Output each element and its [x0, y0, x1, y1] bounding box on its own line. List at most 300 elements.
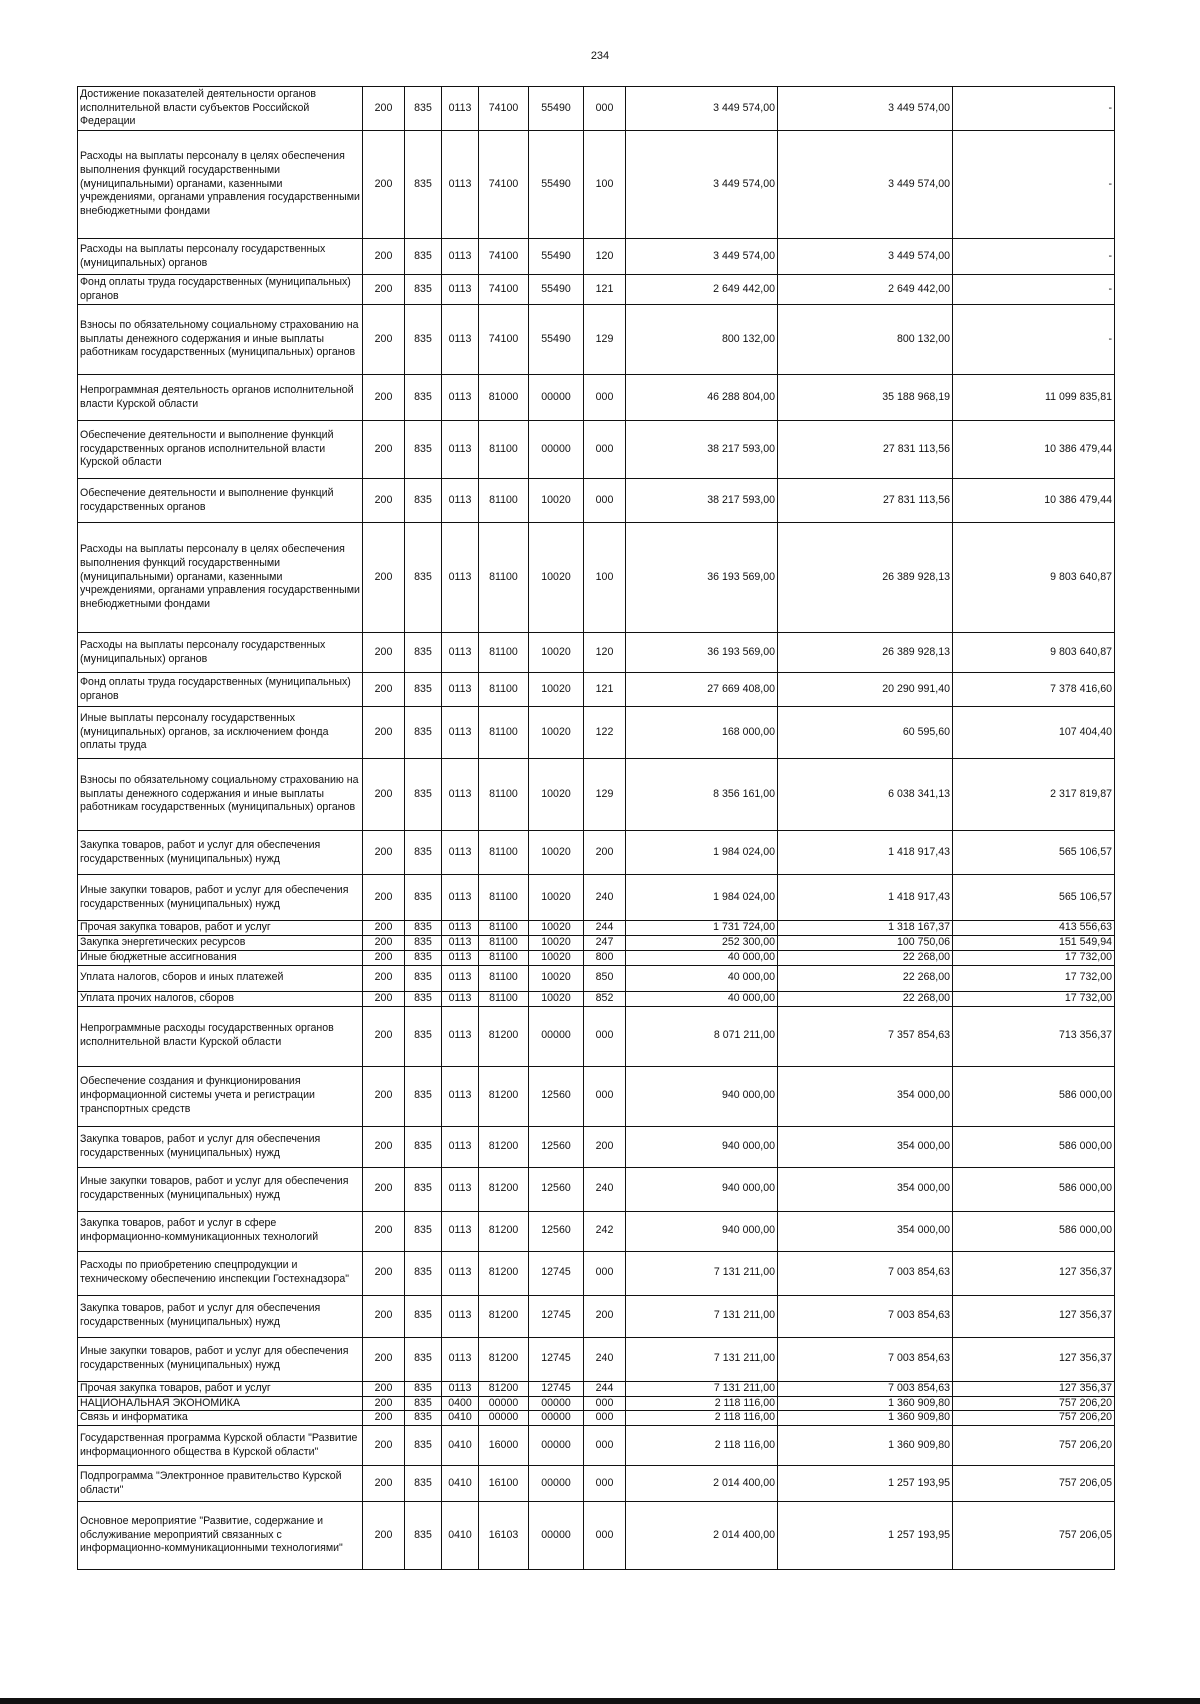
sum-remaining: 127 356,37: [953, 1337, 1115, 1381]
code-direction: 10020: [529, 759, 584, 831]
sum-remaining: 10 386 479,44: [953, 421, 1115, 479]
code-ministry: 200: [363, 1411, 405, 1426]
code-direction: 00000: [529, 1426, 584, 1466]
code-program: 00000: [479, 1411, 529, 1426]
row-name: НАЦИОНАЛЬНАЯ ЭКОНОМИКА: [78, 1396, 363, 1411]
code-section: 0113: [442, 831, 479, 875]
code-program: 81100: [479, 921, 529, 936]
code-direction: 10020: [529, 875, 584, 921]
sum-remaining: 565 106,57: [953, 875, 1115, 921]
sum-approved: 800 132,00: [626, 305, 778, 375]
code-ministry: 200: [363, 305, 405, 375]
code-ministry: 200: [363, 950, 405, 965]
code-expense-type: 200: [584, 1295, 626, 1337]
code-program: 81100: [479, 950, 529, 965]
table-row: [78, 707, 1115, 759]
sum-remaining: 757 206,20: [953, 1411, 1115, 1426]
code-program: 81200: [479, 1211, 529, 1251]
code-ministry: 200: [363, 1426, 405, 1466]
sum-remaining: 586 000,00: [953, 1066, 1115, 1126]
code-program: 00000: [479, 1396, 529, 1411]
code-ministry: 200: [363, 936, 405, 951]
sum-approved: 940 000,00: [626, 1126, 778, 1167]
table-row: [78, 305, 1115, 375]
table-row: [78, 991, 1115, 1006]
row-name: Взносы по обязательному социальному страхованию на выплаты денежного содержания и иные выплаты работникам государственных (муниципальных) органов: [78, 305, 363, 375]
sum-executed: 354 000,00: [778, 1066, 953, 1126]
code-direction: 12745: [529, 1295, 584, 1337]
code-direction: 55490: [529, 239, 584, 275]
code-direction: 10020: [529, 707, 584, 759]
table-row: [78, 1396, 1115, 1411]
code-ministry: 200: [363, 633, 405, 673]
code-section: 0113: [442, 950, 479, 965]
code-program: 81200: [479, 1251, 529, 1295]
sum-approved: 38 217 593,00: [626, 479, 778, 523]
code-ministry: 200: [363, 1295, 405, 1337]
sum-approved: 40 000,00: [626, 991, 778, 1006]
code-program: 81100: [479, 991, 529, 1006]
code-department: 835: [405, 1466, 442, 1502]
code-program: 16103: [479, 1502, 529, 1570]
code-section: 0113: [442, 1381, 479, 1396]
code-ministry: 200: [363, 759, 405, 831]
sum-executed: 26 389 928,13: [778, 523, 953, 633]
code-program: 74100: [479, 275, 529, 305]
code-department: 835: [405, 1167, 442, 1211]
code-direction: 10020: [529, 523, 584, 633]
budget-table: [77, 86, 1115, 1570]
row-name: Взносы по обязательному социальному страхованию на выплаты денежного содержания и иные выплаты работникам государственных (муниципальных) органов: [78, 759, 363, 831]
code-department: 835: [405, 936, 442, 951]
sum-approved: 36 193 569,00: [626, 523, 778, 633]
code-department: 835: [405, 1381, 442, 1396]
code-department: 835: [405, 759, 442, 831]
table-row: [78, 875, 1115, 921]
code-direction: 10020: [529, 633, 584, 673]
code-section: 0113: [442, 1251, 479, 1295]
row-name: Обеспечение деятельности и выполнение функций государственных органов: [78, 479, 363, 523]
sum-approved: 2 118 116,00: [626, 1396, 778, 1411]
code-ministry: 200: [363, 275, 405, 305]
table-row: [78, 936, 1115, 951]
code-program: 81200: [479, 1337, 529, 1381]
code-direction: 00000: [529, 1396, 584, 1411]
table-row: [78, 1381, 1115, 1396]
sum-executed: 22 268,00: [778, 950, 953, 965]
code-direction: 12745: [529, 1337, 584, 1381]
code-department: 835: [405, 1251, 442, 1295]
code-section: 0113: [442, 275, 479, 305]
sum-remaining: 757 206,20: [953, 1426, 1115, 1466]
code-ministry: 200: [363, 1251, 405, 1295]
sum-executed: 1 360 909,80: [778, 1396, 953, 1411]
code-department: 835: [405, 523, 442, 633]
row-name: Закупка товаров, работ и услуг для обеспечения государственных (муниципальных) нужд: [78, 831, 363, 875]
code-expense-type: 000: [584, 1466, 626, 1502]
code-department: 835: [405, 921, 442, 936]
sum-approved: 40 000,00: [626, 950, 778, 965]
code-expense-type: 240: [584, 1167, 626, 1211]
row-name: Подпрограмма "Электронное правительство Курской области": [78, 1466, 363, 1502]
code-program: 81100: [479, 875, 529, 921]
code-expense-type: 000: [584, 1006, 626, 1066]
sum-approved: 940 000,00: [626, 1211, 778, 1251]
code-section: 0113: [442, 707, 479, 759]
sum-executed: 354 000,00: [778, 1211, 953, 1251]
code-ministry: 200: [363, 1126, 405, 1167]
sum-approved: 7 131 211,00: [626, 1295, 778, 1337]
code-ministry: 200: [363, 707, 405, 759]
sum-executed: 354 000,00: [778, 1126, 953, 1167]
code-section: 0113: [442, 936, 479, 951]
code-program: 81200: [479, 1006, 529, 1066]
code-department: 835: [405, 633, 442, 673]
table-row: [78, 1411, 1115, 1426]
bottom-border-strip: [0, 1698, 1200, 1704]
table-row: [78, 965, 1115, 991]
code-section: 0113: [442, 479, 479, 523]
sum-approved: 27 669 408,00: [626, 673, 778, 707]
code-expense-type: 120: [584, 633, 626, 673]
code-expense-type: 129: [584, 305, 626, 375]
sum-executed: 7 003 854,63: [778, 1381, 953, 1396]
code-program: 81200: [479, 1295, 529, 1337]
row-name: Иные выплаты персоналу государственных (муниципальных) органов, за исключением фонда оплаты труда: [78, 707, 363, 759]
code-department: 835: [405, 1126, 442, 1167]
code-section: 0410: [442, 1426, 479, 1466]
code-section: 0113: [442, 921, 479, 936]
sum-approved: 8 071 211,00: [626, 1006, 778, 1066]
code-section: 0113: [442, 759, 479, 831]
table-row: [78, 87, 1115, 131]
code-section: 0410: [442, 1411, 479, 1426]
code-program: 16000: [479, 1426, 529, 1466]
code-direction: 12745: [529, 1251, 584, 1295]
row-name: Достижение показателей деятельности органов исполнительной власти субъектов Российской Федерации: [78, 87, 363, 131]
table-row: [78, 1126, 1115, 1167]
sum-executed: 1 360 909,80: [778, 1426, 953, 1466]
code-program: 74100: [479, 305, 529, 375]
code-expense-type: 200: [584, 831, 626, 875]
sum-remaining: 127 356,37: [953, 1251, 1115, 1295]
code-section: 0113: [442, 523, 479, 633]
code-section: 0113: [442, 1126, 479, 1167]
code-expense-type: 129: [584, 759, 626, 831]
code-direction: 12560: [529, 1167, 584, 1211]
sum-approved: 168 000,00: [626, 707, 778, 759]
row-name: Фонд оплаты труда государственных (муниципальных) органов: [78, 275, 363, 305]
code-department: 835: [405, 1426, 442, 1466]
code-direction: 55490: [529, 275, 584, 305]
code-section: 0113: [442, 375, 479, 421]
row-name: Расходы на выплаты персоналу в целях обеспечения выполнения функций государственными (муниципальными) органами, казенными учреждениями, органами управления государственными внебюджетными фондами: [78, 523, 363, 633]
code-department: 835: [405, 875, 442, 921]
row-name: Иные закупки товаров, работ и услуг для обеспечения государственных (муниципальных) нужд: [78, 1337, 363, 1381]
sum-approved: 3 449 574,00: [626, 239, 778, 275]
sum-remaining: 7 378 416,60: [953, 673, 1115, 707]
code-ministry: 200: [363, 1167, 405, 1211]
table-row: [78, 1337, 1115, 1381]
sum-remaining: -: [953, 131, 1115, 239]
row-name: Закупка энергетических ресурсов: [78, 936, 363, 951]
code-department: 835: [405, 275, 442, 305]
code-expense-type: 244: [584, 1381, 626, 1396]
code-program: 74100: [479, 87, 529, 131]
row-name: Уплата прочих налогов, сборов: [78, 991, 363, 1006]
code-department: 835: [405, 1396, 442, 1411]
code-expense-type: 000: [584, 1066, 626, 1126]
code-direction: 00000: [529, 421, 584, 479]
sum-executed: 27 831 113,56: [778, 479, 953, 523]
code-program: 81100: [479, 759, 529, 831]
code-program: 81100: [479, 936, 529, 951]
sum-approved: 40 000,00: [626, 965, 778, 991]
code-section: 0113: [442, 991, 479, 1006]
code-direction: 00000: [529, 1006, 584, 1066]
code-section: 0113: [442, 1167, 479, 1211]
table-row: [78, 1066, 1115, 1126]
code-program: 81100: [479, 633, 529, 673]
sum-remaining: 565 106,57: [953, 831, 1115, 875]
code-section: 0113: [442, 965, 479, 991]
table-row: [78, 1466, 1115, 1502]
row-name: Основное мероприятие "Развитие, содержание и обслуживание мероприятий связанных с информационно-коммуникационными технологиями": [78, 1502, 363, 1570]
code-direction: 12560: [529, 1066, 584, 1126]
row-name: Закупка товаров, работ и услуг в сфере информационно-коммуникационных технологий: [78, 1211, 363, 1251]
code-expense-type: 247: [584, 936, 626, 951]
code-section: 0113: [442, 1211, 479, 1251]
sum-executed: 354 000,00: [778, 1167, 953, 1211]
sum-approved: 2 649 442,00: [626, 275, 778, 305]
code-program: 16100: [479, 1466, 529, 1502]
code-direction: 10020: [529, 673, 584, 707]
code-direction: 00000: [529, 1502, 584, 1570]
code-department: 835: [405, 965, 442, 991]
sum-executed: 3 449 574,00: [778, 131, 953, 239]
code-direction: 10020: [529, 991, 584, 1006]
code-expense-type: 121: [584, 275, 626, 305]
code-expense-type: 000: [584, 421, 626, 479]
sum-executed: 60 595,60: [778, 707, 953, 759]
sum-approved: 2 014 400,00: [626, 1502, 778, 1570]
sum-executed: 22 268,00: [778, 965, 953, 991]
code-direction: 00000: [529, 1411, 584, 1426]
table-row: [78, 1426, 1115, 1466]
code-expense-type: 852: [584, 991, 626, 1006]
code-department: 835: [405, 479, 442, 523]
code-expense-type: 100: [584, 131, 626, 239]
code-section: 0113: [442, 1006, 479, 1066]
row-name: Расходы по приобретению спецпродукции и техническому обеспечению инспекции Гостехнадзора": [78, 1251, 363, 1295]
code-direction: 12560: [529, 1211, 584, 1251]
code-ministry: 200: [363, 87, 405, 131]
sum-remaining: 17 732,00: [953, 965, 1115, 991]
sum-approved: 36 193 569,00: [626, 633, 778, 673]
row-name: Прочая закупка товаров, работ и услуг: [78, 921, 363, 936]
code-ministry: 200: [363, 479, 405, 523]
code-direction: 10020: [529, 479, 584, 523]
sum-remaining: 10 386 479,44: [953, 479, 1115, 523]
table-row: [78, 831, 1115, 875]
row-name: Прочая закупка товаров, работ и услуг: [78, 1381, 363, 1396]
sum-remaining: 713 356,37: [953, 1006, 1115, 1066]
table-row: [78, 759, 1115, 831]
sum-executed: 100 750,06: [778, 936, 953, 951]
code-department: 835: [405, 673, 442, 707]
sum-executed: 22 268,00: [778, 991, 953, 1006]
code-ministry: 200: [363, 421, 405, 479]
sum-remaining: 9 803 640,87: [953, 523, 1115, 633]
code-program: 81100: [479, 831, 529, 875]
table-row: [78, 131, 1115, 239]
sum-approved: 940 000,00: [626, 1167, 778, 1211]
row-name: Закупка товаров, работ и услуг для обеспечения государственных (муниципальных) нужд: [78, 1295, 363, 1337]
code-ministry: 200: [363, 1211, 405, 1251]
sum-approved: 2 118 116,00: [626, 1411, 778, 1426]
code-expense-type: 000: [584, 1502, 626, 1570]
code-program: 81100: [479, 707, 529, 759]
code-expense-type: 000: [584, 1396, 626, 1411]
row-name: Связь и информатика: [78, 1411, 363, 1426]
sum-executed: 7 357 854,63: [778, 1006, 953, 1066]
code-ministry: 200: [363, 673, 405, 707]
code-section: 0113: [442, 131, 479, 239]
table-row: [78, 673, 1115, 707]
row-name: Иные закупки товаров, работ и услуг для обеспечения государственных (муниципальных) нужд: [78, 875, 363, 921]
code-direction: 10020: [529, 965, 584, 991]
code-expense-type: 000: [584, 1411, 626, 1426]
code-department: 835: [405, 1411, 442, 1426]
code-department: 835: [405, 1502, 442, 1570]
code-expense-type: 240: [584, 1337, 626, 1381]
table-row: [78, 523, 1115, 633]
code-direction: 12745: [529, 1381, 584, 1396]
code-ministry: 200: [363, 991, 405, 1006]
sum-executed: 1 418 917,43: [778, 831, 953, 875]
code-section: 0113: [442, 633, 479, 673]
code-expense-type: 122: [584, 707, 626, 759]
row-name: Непрограммные расходы государственных органов исполнительной власти Курской области: [78, 1006, 363, 1066]
code-ministry: 200: [363, 921, 405, 936]
code-direction: 12560: [529, 1126, 584, 1167]
sum-approved: 46 288 804,00: [626, 375, 778, 421]
code-section: 0113: [442, 1295, 479, 1337]
row-name: Непрограммная деятельность органов исполнительной власти Курской области: [78, 375, 363, 421]
sum-approved: 2 118 116,00: [626, 1426, 778, 1466]
sum-executed: 26 389 928,13: [778, 633, 953, 673]
code-ministry: 200: [363, 1381, 405, 1396]
table-row: [78, 921, 1115, 936]
code-direction: 55490: [529, 87, 584, 131]
code-ministry: 200: [363, 1006, 405, 1066]
code-ministry: 200: [363, 1396, 405, 1411]
sum-remaining: 757 206,20: [953, 1396, 1115, 1411]
table-row: [78, 1211, 1115, 1251]
sum-remaining: -: [953, 87, 1115, 131]
sum-approved: 3 449 574,00: [626, 87, 778, 131]
code-department: 835: [405, 305, 442, 375]
code-section: 0113: [442, 875, 479, 921]
sum-remaining: -: [953, 239, 1115, 275]
sum-executed: 2 649 442,00: [778, 275, 953, 305]
sum-remaining: 127 356,37: [953, 1295, 1115, 1337]
sum-executed: 1 418 917,43: [778, 875, 953, 921]
code-ministry: 200: [363, 1502, 405, 1570]
table-row: [78, 1167, 1115, 1211]
code-section: 0400: [442, 1396, 479, 1411]
code-section: 0113: [442, 673, 479, 707]
sum-executed: 1 318 167,37: [778, 921, 953, 936]
code-department: 835: [405, 1295, 442, 1337]
code-department: 835: [405, 239, 442, 275]
code-expense-type: 800: [584, 950, 626, 965]
code-expense-type: 121: [584, 673, 626, 707]
sum-executed: 1 360 909,80: [778, 1411, 953, 1426]
code-program: 81100: [479, 673, 529, 707]
code-ministry: 200: [363, 239, 405, 275]
sum-approved: 1 731 724,00: [626, 921, 778, 936]
code-department: 835: [405, 991, 442, 1006]
code-section: 0113: [442, 1337, 479, 1381]
sum-remaining: 127 356,37: [953, 1381, 1115, 1396]
code-ministry: 200: [363, 523, 405, 633]
table-row: [78, 633, 1115, 673]
code-expense-type: 244: [584, 921, 626, 936]
code-section: 0113: [442, 1066, 479, 1126]
sum-remaining: 2 317 819,87: [953, 759, 1115, 831]
code-direction: 10020: [529, 831, 584, 875]
code-program: 81200: [479, 1066, 529, 1126]
code-expense-type: 000: [584, 1426, 626, 1466]
code-program: 81100: [479, 523, 529, 633]
sum-approved: 1 984 024,00: [626, 875, 778, 921]
table-row: [78, 375, 1115, 421]
row-name: Обеспечение деятельности и выполнение функций государственных органов исполнительной власти Курской области: [78, 421, 363, 479]
code-ministry: 200: [363, 1466, 405, 1502]
sum-remaining: 586 000,00: [953, 1167, 1115, 1211]
sum-executed: 7 003 854,63: [778, 1337, 953, 1381]
sum-executed: 7 003 854,63: [778, 1295, 953, 1337]
code-ministry: 200: [363, 875, 405, 921]
sum-approved: 38 217 593,00: [626, 421, 778, 479]
sum-executed: 1 257 193,95: [778, 1466, 953, 1502]
sum-approved: 940 000,00: [626, 1066, 778, 1126]
row-name: Государственная программа Курской области "Развитие информационного общества в Курской области": [78, 1426, 363, 1466]
row-name: Расходы на выплаты персоналу государственных (муниципальных) органов: [78, 633, 363, 673]
code-direction: 10020: [529, 950, 584, 965]
sum-executed: 35 188 968,19: [778, 375, 953, 421]
code-direction: 10020: [529, 936, 584, 951]
sum-remaining: 17 732,00: [953, 950, 1115, 965]
code-ministry: 200: [363, 375, 405, 421]
table-row: [78, 1251, 1115, 1295]
code-expense-type: 000: [584, 479, 626, 523]
code-program: 81000: [479, 375, 529, 421]
sum-approved: 7 131 211,00: [626, 1381, 778, 1396]
code-expense-type: 000: [584, 87, 626, 131]
sum-executed: 7 003 854,63: [778, 1251, 953, 1295]
row-name: Обеспечение создания и функционирования информационной системы учета и регистрации транспортных средств: [78, 1066, 363, 1126]
sum-remaining: 757 206,05: [953, 1502, 1115, 1570]
code-section: 0113: [442, 87, 479, 131]
code-program: 81200: [479, 1167, 529, 1211]
row-name: Расходы на выплаты персоналу государственных (муниципальных) органов: [78, 239, 363, 275]
code-direction: 00000: [529, 375, 584, 421]
row-name: Закупка товаров, работ и услуг для обеспечения государственных (муниципальных) нужд: [78, 1126, 363, 1167]
table-row: [78, 421, 1115, 479]
table-body: [78, 87, 1115, 1570]
